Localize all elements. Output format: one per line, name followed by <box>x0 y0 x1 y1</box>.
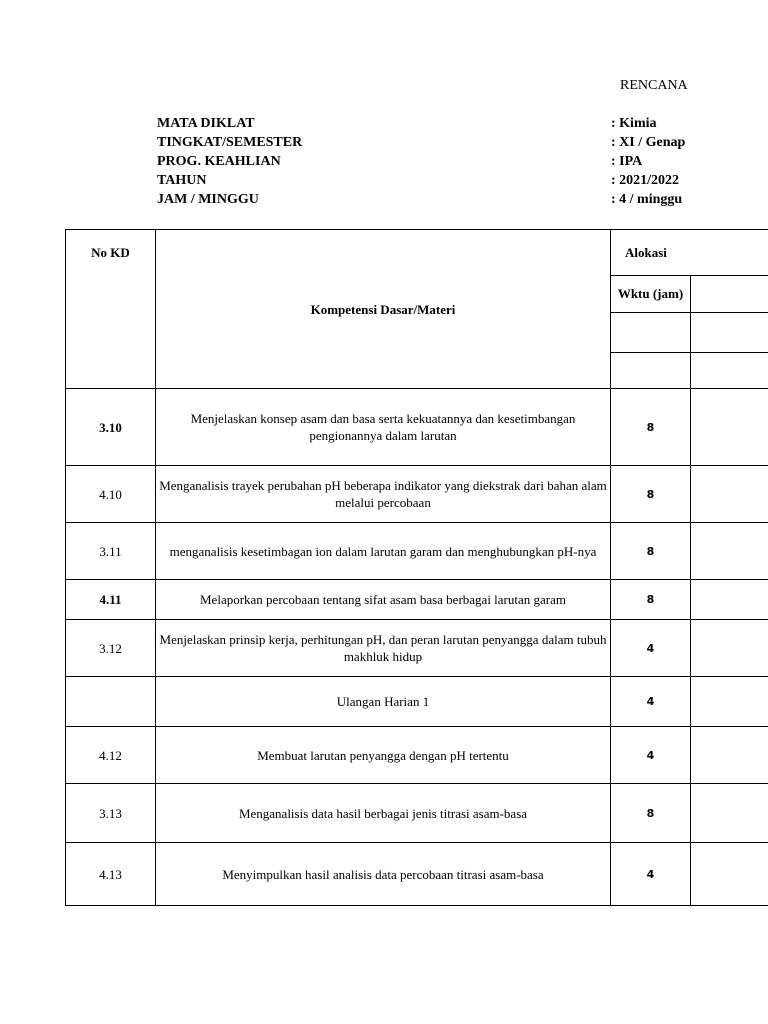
kd-jam: 8 <box>611 580 691 620</box>
meta-value: : 2021/2022 <box>611 173 680 188</box>
kd-number: 3.13 <box>66 784 156 843</box>
kd-materi: Melaporkan percobaan tentang sifat asam basa berbagai larutan garam <box>156 580 611 620</box>
meta-row-mata-diklat <box>157 116 768 135</box>
table-row <box>66 677 768 727</box>
empty-cell <box>691 620 768 677</box>
table-row <box>66 389 768 466</box>
kd-jam: 4 <box>611 677 691 727</box>
document-meta <box>157 116 768 211</box>
kd-materi: Menjelaskan konsep asam dan basa serta kekuatannya dan kesetimbangan pengionannya dalam larutan <box>156 389 611 466</box>
meta-label: TINGKAT/SEMESTER <box>157 135 303 150</box>
kd-materi: menganalisis kesetimbagan ion dalam larutan garam dan menghubungkan pH-nya <box>156 523 611 580</box>
header-wktu: Wktu (jam) <box>611 276 691 313</box>
meta-value: : 4 / minggu <box>611 192 683 207</box>
meta-value: : Kimia <box>611 116 657 131</box>
empty-cell <box>691 727 768 784</box>
kd-number: 3.10 <box>66 389 156 466</box>
kd-materi: Menganalisis data hasil berbagai jenis titrasi asam-basa <box>156 784 611 843</box>
kd-materi: Membuat larutan penyangga dengan pH tertentu <box>156 727 611 784</box>
meta-row-tingkat-semester <box>157 135 768 154</box>
table-row <box>66 580 768 620</box>
empty-cell <box>691 523 768 580</box>
header-kompetensi: Kompetensi Dasar/Materi <box>156 230 611 389</box>
meta-row-tahun <box>157 173 768 192</box>
empty-cell <box>691 580 768 620</box>
table-row <box>66 784 768 843</box>
table-row <box>66 523 768 580</box>
kd-jam: 8 <box>611 523 691 580</box>
kd-number: 4.13 <box>66 843 156 906</box>
kd-jam: 8 <box>611 466 691 523</box>
kd-materi: Menganalisis trayek perubahan pH beberapa indikator yang diekstrak dari bahan alam melalui percobaan <box>156 466 611 523</box>
kd-materi: Ulangan Harian 1 <box>156 677 611 727</box>
header-alokasi: Alokasi <box>611 230 768 276</box>
table-header-row <box>66 230 768 276</box>
header-no-kd: No KD <box>66 230 156 389</box>
kd-jam: 8 <box>611 784 691 843</box>
meta-value: : IPA <box>611 154 643 169</box>
document-title: RENCANA <box>620 78 688 93</box>
meta-row-jam-minggu <box>157 192 768 211</box>
meta-row-prog-keahlian <box>157 154 768 173</box>
kd-materi: Menyimpulkan hasil analisis data percobaan titrasi asam-basa <box>156 843 611 906</box>
header-empty-cell <box>611 313 691 353</box>
empty-cell <box>691 784 768 843</box>
table-row <box>66 466 768 523</box>
header-empty-cell <box>691 313 768 353</box>
header-empty-cell <box>691 353 768 389</box>
kd-number: 4.12 <box>66 727 156 784</box>
empty-cell <box>691 389 768 466</box>
kd-number <box>66 677 156 727</box>
kd-number: 3.11 <box>66 523 156 580</box>
kd-jam: 4 <box>611 620 691 677</box>
meta-label: TAHUN <box>157 173 207 188</box>
empty-cell <box>691 843 768 906</box>
meta-label: JAM / MINGGU <box>157 192 259 207</box>
header-empty-cell <box>611 353 691 389</box>
meta-label: MATA DIKLAT <box>157 116 255 131</box>
table-row <box>66 620 768 677</box>
kd-jam: 4 <box>611 843 691 906</box>
kd-jam: 8 <box>611 389 691 466</box>
meta-label: PROG. KEAHLIAN <box>157 154 281 169</box>
empty-cell <box>691 677 768 727</box>
meta-value: : XI / Genap <box>611 135 686 150</box>
kd-table-container <box>65 229 768 906</box>
header-empty-cell <box>691 276 768 313</box>
kd-number: 4.11 <box>66 580 156 620</box>
kd-number: 4.10 <box>66 466 156 523</box>
empty-cell <box>691 466 768 523</box>
kd-number: 3.12 <box>66 620 156 677</box>
kd-table <box>65 229 768 906</box>
table-row <box>66 843 768 906</box>
table-row <box>66 727 768 784</box>
kd-jam: 4 <box>611 727 691 784</box>
kd-materi: Menjelaskan prinsip kerja, perhitungan pH, dan peran larutan penyangga dalam tubuh makhluk hidup <box>156 620 611 677</box>
